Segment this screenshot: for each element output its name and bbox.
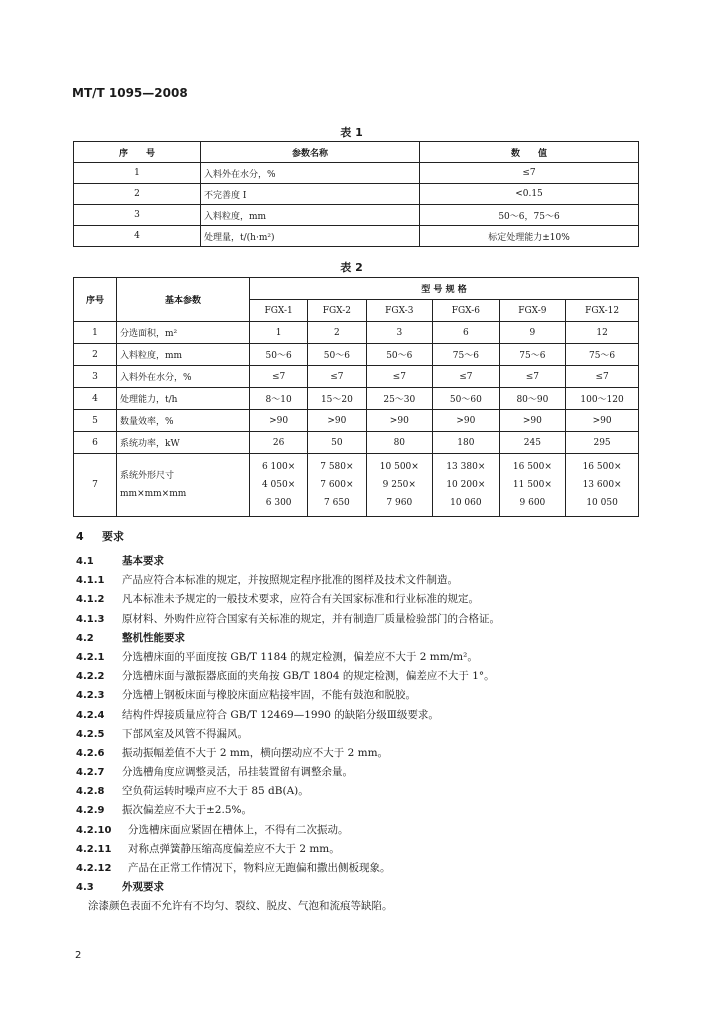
page-number: 2 (75, 950, 82, 961)
table-row (74, 226, 639, 247)
clause-number: 4.2.2 (76, 671, 105, 683)
table2-param: 分选面积，m² (117, 322, 250, 344)
clause-item (76, 706, 676, 725)
table2-value: ≤7 (250, 366, 308, 388)
clause-text: 振次偏差应不大于±2.5%。 (122, 804, 252, 817)
table1-cell: 标定处理能力±10% (420, 226, 639, 247)
dimension-cell (308, 454, 366, 517)
clause-text: 产品在正常工作情况下，物料应无跑偏和撒出侧板现象。 (128, 862, 391, 874)
section-heading (76, 528, 124, 544)
table2-value: 100～120 (566, 388, 639, 410)
clause-number: 4.1.1 (76, 575, 105, 587)
clause-text: 分选槽床面应紧固在槽体上，不得有二次振动。 (128, 823, 349, 836)
table2-value: >90 (499, 410, 566, 432)
dim-line: 16 500× (582, 462, 622, 472)
clause-item (76, 840, 676, 859)
clause-list (76, 552, 676, 917)
table2-seq: 1 (74, 322, 117, 344)
dimension-cell (566, 454, 639, 517)
dim-line: 10 050 (586, 498, 618, 508)
clause-text: 下部风室及风管不得漏风。 (122, 727, 248, 740)
table2-param: 系统功率，kW (117, 432, 250, 454)
table2-value: 75～6 (499, 344, 566, 366)
table2-value: 26 (250, 432, 308, 454)
clause-number: 4.2 (76, 632, 94, 644)
dim-line: 7 580× (320, 462, 354, 472)
table2-param: 入料外在水分，% (117, 366, 250, 388)
table2-model-header: FGX-9 (499, 300, 566, 322)
table2-seq: 3 (74, 366, 117, 388)
clause-text: 整机性能要求 (122, 631, 185, 644)
clause-item (76, 648, 676, 667)
table2-seq: 7 (74, 454, 117, 517)
table-row (74, 366, 639, 388)
table2-value: 2 (308, 322, 366, 344)
table1-header-param: 参数名称 (201, 142, 420, 163)
table-row (74, 454, 639, 517)
table2-value: ≤7 (566, 366, 639, 388)
table1-header-seq: 序 号 (74, 142, 201, 163)
param-line: mm×mm×mm (120, 489, 187, 499)
dimension-cell (250, 454, 308, 517)
table2-value: 80～90 (499, 388, 566, 410)
table2-value: ≤7 (366, 366, 433, 388)
table2-value: 25～30 (366, 388, 433, 410)
table2-value: 9 (499, 322, 566, 344)
clause-text: 涂漆颜色表面不允许有不均匀、裂纹、脱皮、气泡和流痕等缺陷。 (88, 900, 393, 913)
clause-item (76, 821, 676, 840)
clause-number: 4.2.12 (76, 863, 112, 874)
param-line: 系统外形尺寸 (120, 471, 175, 481)
table1-cell: 4 (74, 226, 201, 247)
table2-value: 50～60 (433, 388, 500, 410)
table1-cell: 3 (74, 205, 201, 226)
table1-header-value: 数 值 (420, 142, 639, 163)
clause-text: 产品应符合本标准的规定，并按照规定程序批准的图样及技术文件制造。 (122, 574, 458, 587)
section-number: 4 (76, 530, 84, 543)
table2-value: >90 (566, 410, 639, 432)
clause-item (76, 667, 676, 686)
clause-item (76, 801, 676, 820)
clause-item (76, 744, 676, 763)
dimension-cell (366, 454, 433, 517)
clause-number: 4.2.5 (76, 728, 105, 740)
table1-cell: 入料粒度，mm (201, 205, 420, 226)
clause-item (76, 859, 676, 878)
dim-line: 7 600× (320, 480, 354, 490)
table2-value: 180 (433, 432, 500, 454)
table2-header-models: 型 号 规 格 (250, 278, 639, 300)
clause-item (76, 782, 676, 801)
subsection-heading (76, 629, 676, 648)
clause-item (76, 571, 676, 590)
table2-value: 15～20 (308, 388, 366, 410)
clause-number: 4.2.4 (76, 709, 105, 721)
table2-value: 3 (366, 322, 433, 344)
table2-value: 1 (250, 322, 308, 344)
clause-text: 分选槽角度应调整灵活，吊挂装置留有调整余量。 (122, 766, 353, 779)
clause-number: 4.2.11 (76, 843, 112, 855)
clause-item (76, 686, 676, 705)
dim-line: 16 500× (512, 462, 552, 472)
table2-title: 表 2 (340, 261, 363, 274)
section-title: 要求 (102, 530, 124, 543)
clause-text: 振动振幅差值不大于 2 mm，横向摆动应不大于 2 mm。 (122, 746, 389, 759)
dim-line: 11 500× (512, 480, 552, 490)
table2-model-header: FGX-3 (366, 300, 433, 322)
clause-text: 结构件焊接质量应符合 GB/T 12469—1990 的缺陷分级Ⅲ级要求。 (122, 708, 439, 721)
clause-number: 4.1.3 (76, 613, 105, 625)
table1-cell: ≤7 (420, 163, 639, 184)
clause-number: 4.2.10 (76, 824, 112, 836)
clause-number: 4.2.8 (76, 786, 105, 798)
table2-value: ≤7 (499, 366, 566, 388)
table2-value: >90 (250, 410, 308, 432)
clause-number: 4.2.6 (76, 747, 105, 759)
table-row (74, 163, 639, 184)
clause-text: 基本要求 (122, 555, 164, 567)
table2-model-header: FGX-6 (433, 300, 500, 322)
table2-value: 80 (366, 432, 433, 454)
standard-code: MT/T 1095—2008 (72, 86, 188, 100)
table2-seq: 5 (74, 410, 117, 432)
dim-line: 9 600 (519, 498, 546, 508)
clause-text: 原材料、外购件应符合国家有关标准的规定，并有制造厂质量检验部门的合格证。 (122, 612, 500, 625)
table2-value: 50～6 (366, 344, 433, 366)
table2-header-seq: 序号 (74, 278, 117, 322)
table2-value: >90 (366, 410, 433, 432)
table1-cell: 50～6，75～6 (420, 205, 639, 226)
table1-cell: 1 (74, 163, 201, 184)
clause-text: 空负荷运转时噪声应不大于 85 dB(A)。 (122, 785, 309, 798)
table1-title: 表 1 (340, 126, 363, 139)
subsection-heading (76, 552, 676, 571)
clause-number: 4.1 (76, 556, 94, 567)
dim-line: 10 500× (379, 462, 419, 472)
dim-line: 10 200× (446, 480, 486, 490)
dim-line: 6 300 (265, 498, 292, 508)
table2-model-header: FGX-1 (250, 300, 308, 322)
table2-value: >90 (308, 410, 366, 432)
table-row (74, 344, 639, 366)
table1-cell: 不完善度 I (201, 184, 420, 205)
clause-item (76, 610, 676, 629)
table-row (74, 388, 639, 410)
table2-value: ≤7 (308, 366, 366, 388)
table2-value: 75～6 (566, 344, 639, 366)
table2-value: 245 (499, 432, 566, 454)
table2-value: 50～6 (250, 344, 308, 366)
dim-line: 9 250× (382, 480, 416, 490)
clause-number: 4.1.2 (76, 594, 105, 606)
table-row (74, 410, 639, 432)
table-row (74, 322, 639, 344)
table2-value: 12 (566, 322, 639, 344)
table2-param (117, 454, 250, 517)
clause-item (76, 590, 676, 609)
clause-item (76, 763, 676, 782)
table2-header-param: 基本参数 (117, 278, 250, 322)
table2-value: 295 (566, 432, 639, 454)
dim-line: 7 650 (324, 498, 350, 508)
clause-number: 4.3 (76, 882, 94, 894)
table2-value: 50 (308, 432, 366, 454)
table2-seq: 6 (74, 432, 117, 454)
subsection-heading (76, 878, 676, 897)
table2-param: 处理能力，t/h (117, 388, 250, 410)
table-row (74, 432, 639, 454)
table2-value: >90 (433, 410, 500, 432)
clause-text: 分选槽床面的平面度按 GB/T 1184 的规定检测，偏差应不大于 2 mm/m²。 (122, 650, 478, 663)
table2-value: 75～6 (433, 344, 500, 366)
clause-text: 对称点弹簧静压缩高度偏差应不大于 2 mm。 (128, 842, 340, 855)
table1-cell: 处理量，t/(h·m²) (201, 226, 420, 247)
clause-text: 分选槽床面与激振器底面的夹角按 GB/T 1804 的规定检测，偏差应不大于 1°。 (122, 670, 495, 683)
table2-seq: 2 (74, 344, 117, 366)
table2-seq: 4 (74, 388, 117, 410)
table-row (74, 184, 639, 205)
clause-number: 4.2.7 (76, 767, 105, 779)
dim-line: 4 050× (261, 480, 296, 490)
clause-number: 4.2.3 (76, 690, 105, 702)
clause-number: 4.2.1 (76, 651, 105, 663)
dim-line: 13 600× (582, 480, 622, 490)
clause-text: 分选槽上钢板床面与橡胶床面应粘接牢固，不能有鼓泡和脱胶。 (122, 689, 416, 702)
table1-cell: 2 (74, 184, 201, 205)
table1-cell: 入料外在水分，% (201, 163, 420, 184)
table2-model-header: FGX-2 (308, 300, 366, 322)
dim-line: 10 060 (450, 498, 482, 508)
table2-value: 6 (433, 322, 500, 344)
table2 (73, 277, 639, 517)
table1 (73, 141, 639, 247)
dim-line: 6 100× (261, 462, 296, 472)
table-row (74, 205, 639, 226)
clause-text: 外观要求 (122, 881, 164, 894)
dimension-cell (433, 454, 500, 517)
dim-line: 13 380× (446, 462, 486, 472)
dim-line: 7 960 (386, 498, 413, 508)
clause-text: 凡本标准未予规定的一般技术要求，应符合有关国家标准和行业标准的规定。 (122, 593, 479, 606)
clause-number: 4.2.9 (76, 805, 105, 817)
clause-item (76, 725, 676, 744)
table1-cell: <0.15 (420, 184, 639, 205)
clause-item (76, 897, 676, 916)
table2-model-header: FGX-12 (566, 300, 639, 322)
dimension-cell (499, 454, 566, 517)
table2-value: 8～10 (250, 388, 308, 410)
table2-param: 入料粒度，mm (117, 344, 250, 366)
table2-value: ≤7 (433, 366, 500, 388)
table2-param: 数量效率，% (117, 410, 250, 432)
table2-value: 50～6 (308, 344, 366, 366)
